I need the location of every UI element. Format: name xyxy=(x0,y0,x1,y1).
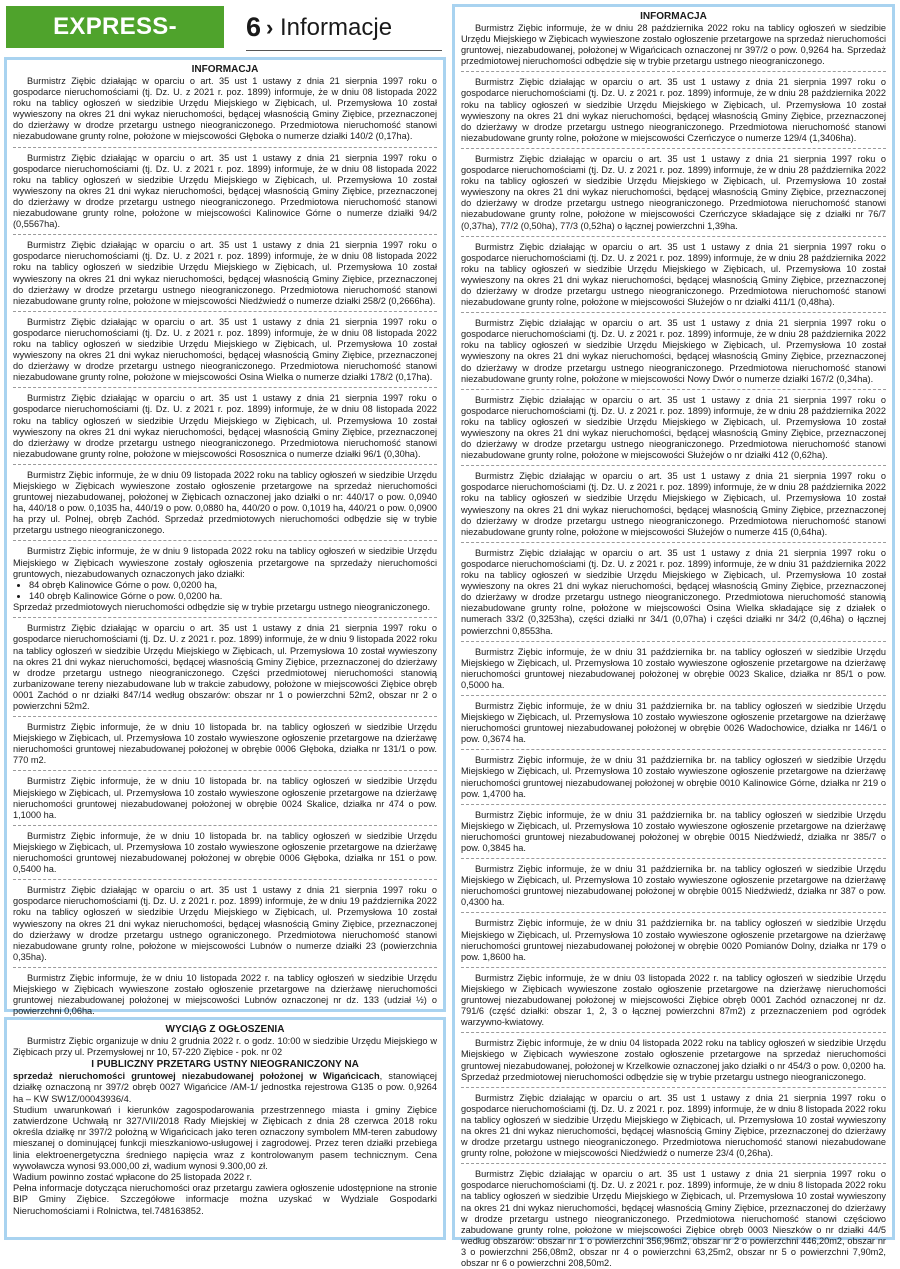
auction-heading: I PUBLICZNY PRZETARG USTNY NIEOGRANICZONY NA xyxy=(91,1059,359,1071)
notice-item: Burmistrz Ziębic działając w oparciu o art. 35 ust 1 ustawy z dnia 21 sierpnia 1997 roku o gospodarce nieruchomościami (tj. Dz. U. z 2021 r. poz. 1899) informuje, że w dniu 08 listopada 2022 roku na tablicy ogłoszeń w siedzibie Urzędu Miejskiego w Ziębicach, ul. Przemysłowa 10 został wywieszony na okres 21 dni wykaz nieruchomości, będącej własnością Gminy Ziębice, przeznaczonej do dzierżawy w drodze przetargu ustnego nieograniczonego. Przedmiotowa nieruchomość stanowi niezabudowane grunty rolne, położone w miejscowości Niedźwiedź o numerze działki 258/2 (0,2666ha). xyxy=(13,240,437,306)
divider xyxy=(461,804,886,805)
notice-item: Burmistrz Ziębic informuje, że w dniu 31 października br. na tablicy ogłoszeń w siedzibie Urzędu Miejskiego w Ziębicach, ul. Przemysłowa 10 zostało wywieszone ogłoszenie przetargowe na dzierżawę nieruchomości gruntowej niezabudowanej położonej w obrębie 0023 Skalice, działka nr 85/1 o pow. 0,5000 ha. xyxy=(461,646,886,690)
notice-item: Burmistrz Ziębic działając w oparciu o art. 35 ust 1 ustawy z dnia 21 sierpnia 1997 roku o gospodarce nieruchomościami (tj. Dz. U. z 2021 r. poz. 1899) informuje, że w dniu 28 października 2022 roku na tablicy ogłoszeń w siedzibie Urzędu Miejskiego w Ziębicach, ul. Przemysłowa 10 został wywieszony na okres 21 dni wykaz nieruchomości, będącej własnością Gminy Ziębice, przeznaczonej do dzierżawy w drodze przetargu ustnego nieograniczonego. Przedmiotowa nieruchomość stanowi niezabudowane grunty rolne, położone w miejscowości Nowy Dwór o numerze działki 167/2 (0,34ha). xyxy=(461,318,886,384)
auction-subject xyxy=(13,1071,437,1105)
divider xyxy=(461,641,886,642)
plot-list xyxy=(13,580,437,602)
notice-item: Burmistrz Ziębic działając w oparciu o art. 35 ust 1 ustawy z dnia 21 sierpnia 1997 roku o gospodarce nieruchomościami (tj. Dz. U. z 2021 r. poz. 1899) informuje, że w dniu 28 października 2022 roku na tablicy ogłoszeń w siedzibie Urzędu Miejskiego w Ziębicach, ul. Przemysłowa 10 został wywieszony na okres 21 dni wykaz nieruchomości, będącej własnością Gminy Ziębice, przeznaczonej do dzierżawy w drodze przetargu ustnego nieograniczonego. Przedmiotowa nieruchomość stanowi niezabudowane grunty rolne, położone w miejscowości Czerńczyce o numerze 129/4 (1,3406ha). xyxy=(461,77,886,143)
notice-item: Burmistrz Ziębic działając w oparciu o art. 35 ust 1 ustawy z dnia 21 sierpnia 1997 roku o gospodarce nieruchomościami (tj. Dz. U. z 2021 r. poz. 1899) informuje, że w dniu 28 października 2022 roku na tablicy ogłoszeń w siedzibie Urzędu Miejskiego w Ziębicach, ul. Przemysłowa 10 został wywieszony na okres 21 dni wykaz nieruchomości, będącej własnością Gminy Ziębice, przeznaczonej do dzierżawy w drodze przetargu ustnego nieograniczonego. Przedmiotowa nieruchomość stanowi niezabudowane grunty rolne, położone w miejscowości Służejów o numerze 415 (0,64ha). xyxy=(461,471,886,537)
page-number: 6 xyxy=(246,12,262,42)
notice-item: Burmistrz Ziębic działając w oparciu o art. 35 ust 1 ustawy z dnia 21 sierpnia 1997 roku o gospodarce nieruchomościami (tj. Dz. U. z 2021 r. poz. 1899) informuje, że w dniu 28 października 2022 roku na tablicy ogłoszeń w siedzibie Urzędu Miejskiego w Ziębicach, ul. Przemysłowa 10 został wywieszony na okres 21 dni wykaz nieruchomości, będącej własnością Gminy Ziębice, przeznaczonej do dzierżawy w drodze przetargu ustnego nieograniczonego. Przedmiotowa nieruchomość stanowi niezabudowane grunty rolne, położone w miejscowości Czerńczyce składające się z działki nr 76/7 (0,37ha), 77/2 (0,50ha), 77/3 (0,52ha) o łącznej powierzchni 1,39ha. xyxy=(461,153,886,231)
extract-intro: Burmistrz Ziębic organizuje w dniu 2 grudnia 2022 r. o godz. 10:00 w siedzibie Urzędu Miejskiego w Ziębicach przy ul. Przemysłowej nr 10, 57-220 Ziębice - pok. nr 02 xyxy=(13,1036,437,1058)
notice-item: Burmistrz Ziębic informuje, że w dniu 09 listopada 2022 roku na tablicy ogłoszeń w siedzibie Urzędu Miejskiego w Ziębicach wywieszone zostało ogłoszenie przetargowe na sprzedaż nieruchomości gruntowej niezabudowanej, położonej w Ziębicach oznaczonej jako działki o nr: 440/17 o pow. 0,0940 ha, 440/18 o pow. 0,1035 ha, 440/19 o pow. 0,0880 ha, 440/20 o pow. 0,1019 ha, 440/21 o pow. 0,0900 ha przy ul. Polnej, obręb Zachód. Sprzedaż przedmiotowych nieruchomości odbędzie się w trybie przetargu ustnego nieograniczonego. xyxy=(13,469,437,536)
notice-item: Burmistrz Ziębic działając w oparciu o art. 35 ust 1 ustawy z dnia 21 sierpnia 1997 roku o gospodarce nieruchomościami (tj. Dz. U. z 2021 r. poz. 1899) informuje, że w dniu 28 października 2022 roku na tablicy ogłoszeń w siedzibie Urzędu Miejskiego w Ziębicach, ul. Przemysłowa 10 został wywieszony na okres 21 dni wykaz nieruchomości, będącej własnością Gminy Ziębice, przeznaczonej do dzierżawy w drodze przetargu ustnego nieograniczonego. Przedmiotowa nieruchomość stanowi niezabudowane grunty rolne, położone w miejscowości Służejów o nr działki 412 (0,62ha). xyxy=(461,394,886,461)
divider xyxy=(13,716,437,717)
divider xyxy=(461,236,886,237)
notice-item: Burmistrz Ziębic działając w oparciu o art. 35 ust 1 ustawy z dnia 21 sierpnia 1997 roku o gospodarce nieruchomościami (tj. Dz. U. z 2021 r. poz. 1899) informuje, że w dniu 19 października 2022 roku na tablicy ogłoszeń w siedzibie Urzędu Miejskiego w Ziębicach, ul. Przemysłowa 10 został wywieszony na okres 21 dni wykaz nieruchomości, będącej własnością Gminy Ziębice, przeznaczonej do dzierżawy w drodze przetargu ustnego ograniczonego. Przedmiotowa nieruchomość stanowi niezabudowane grunty rolne, położone w miejscowości Lubnów o numerze działki 23 (powierzchnia 0,35ha). xyxy=(13,885,437,962)
divider xyxy=(461,858,886,859)
notice-item: Burmistrz Ziębic działając w oparciu o art. 35 ust 1 ustawy z dnia 21 sierpnia 1997 roku o gospodarce nieruchomościami (tj. Dz. U. z 2021 r. poz. 1899) informuje, że w dniu 28 października 2022 roku na tablicy ogłoszeń w siedzibie Urzędu Miejskiego w Ziębicach, ul. Przemysłowa 10 został wywieszony na okres 21 dni wykaz nieruchomości, będącej własnością Gminy Ziębice, przeznaczonej do dzierżawy w drodze przetargu ustnego nieograniczonego. Przedmiotowa nieruchomość stanowi niezabudowane grunty rolne, położone w miejscowości Służejów o nr działki 411/1 (0,48ha). xyxy=(461,241,886,308)
chevron-right-icon: › xyxy=(266,15,274,40)
page-header xyxy=(246,10,442,51)
site-logo: EXPRESS- xyxy=(6,6,224,48)
auction-deposit: Wadium powinno zostać wpłacone do 25 listopada 2022 r. xyxy=(13,1172,252,1183)
divider xyxy=(13,311,437,312)
divider xyxy=(13,967,437,968)
notice-item: Burmistrz Ziębic informuje, że w dniu 28 października 2022 roku na tablicy ogłoszeń w siedzibie Urzędu Miejskiego w Ziębicach wywieszone zostało ogłoszenie przetargowe na sprzedaż nieruchomości gruntowej, niezabudowanej, położonej w Wigańcicach oznaczonej nr 397/2 o pow. 0,9264 ha. Sprzedaż przedmiotowej nieruchomości odbędzie się w trybie przetargu ustnego nieograniczonego. xyxy=(461,23,886,67)
divider xyxy=(461,1163,886,1164)
divider xyxy=(13,147,437,148)
extract-title: WYCIĄG Z OGŁOSZENIA xyxy=(165,1024,285,1035)
divider xyxy=(461,1032,886,1033)
divider xyxy=(461,465,886,466)
divider xyxy=(13,617,437,618)
right-box-title: INFORMACJA xyxy=(640,11,707,22)
notice-item: Burmistrz Ziębic działając w oparciu o art. 35 ust 1 ustawy z dnia 21 sierpnia 1997 roku o gospodarce nieruchomościami (tj. Dz. U. z 2021 r. poz. 1899) informuje, że w dniu 08 listopada 2022 roku na tablicy ogłoszeń w siedzibie Urzędu Miejskiego w Ziębicach, ul. Przemysłowa 10 został wywieszony na okres 21 dni wykaz nieruchomości, będącej własnością Gminy Ziębice, przeznaczonej do dzierżawy w drodze przetargu ustnego nieograniczonego. Przedmiotowa nieruchomość stanowi niezabudowane grunty rolne, położone w miejscowości Osina Wielka o numerze działki 178/2 (0,17ha). xyxy=(13,316,437,383)
auction-full-info: Pełna informacje dotycząca nieruchomości oraz przetargu zawiera ogłoszenie udostępnione na stronie BIP Gminy Ziębice. Szczegółowe informacje można uzyskać w Wydziale Gospodarki Nieruchomościami i Rolnictwa, tel.748163852. xyxy=(13,1183,437,1216)
divider xyxy=(461,389,886,390)
divider xyxy=(13,234,437,235)
divider xyxy=(461,749,886,750)
list-item: • 140 obręb Kalinowice Górne o pow. 0,0200 ha. xyxy=(29,591,437,602)
notice-item: Burmistrz Ziębic informuje, że w dniu 31 października br. na tablicy ogłoszeń w siedzibie Urzędu Miejskiego w Ziębicach, ul. Przemysłowa 10 zostało wywieszone ogłoszenie przetargowe na dzierżawę nieruchomości gruntowej niezabudowanej położonej w obrębie 0020 Pomianów Dolny, działka nr 179 o pow. 1,8600 ha. xyxy=(461,918,886,962)
auction-body: Studium uwarunkowań i kierunków zagospodarowania przestrzennego miasta i gminy Ziębice zatwierdzone Uchwałą nr 327/VII/2018 Rady Miejskiej w Ziębicach z dnia 28 czerwca 2018 roku określa działkę nr 397/2 położną w Wigańcicach jako teren oznaczony symbolem MM-teren zabudowy mieszanej o dominującej funkcji mieszkaniowo-usługowej i zagrodowej. Przez teren działki przebiega linia elektroenergetyczna średniego napięcia wraz z kontrolowanym pasem technicznym. Cena wywoławcza wynosi 93.000,00 zł, wadium wynosi 9.300,00 zł. xyxy=(13,1104,437,1171)
auction-extract-box xyxy=(4,1017,446,1240)
notice-outro: Sprzedaż przedmiotowych nieruchomości odbędzie się w trybie przetargu ustnego nieograniczonego. xyxy=(13,602,431,613)
notice-item: Burmistrz Ziębic działając w oparciu o art. 35 ust 1 ustawy z dnia 21 sierpnia 1997 roku o gospodarce nieruchomościami (tj. Dz. U. z 2021 r. poz. 1899) informuje, że w dniu 08 listopada 2022 roku na tablicy ogłoszeń w siedzibie Urzędu Miejskiego w Ziębicach, ul. Przemysłowa 10 został wywieszony na okres 21 dni wykaz nieruchomości, będącej własnością Gminy Ziębice, przeznaczonej do dzierżawy w drodze przetargu ustnego nieograniczonego. Przedmiotowa nieruchomość stanowi niezabudowane grunty rolne, położone w miejscowości Rososznica o numerze działki 96/1 (0,30ha). xyxy=(13,393,437,459)
notice-item: Burmistrz Ziębic informuje, że w dniu 10 listopada br. na tablicy ogłoszeń w siedzibie Urzędu Miejskiego w Ziębicach, ul. Przemysłowa 10 zostało wywieszone ogłoszenie przetargowe na dzierżawę nieruchomości gruntowej niezabudowanej położonej w obrębie 0024 Skalice, działka nr 474 o pow. 1,1000 ha. xyxy=(13,776,437,820)
divider xyxy=(13,540,437,541)
right-information-box xyxy=(452,4,895,1268)
notice-item: Burmistrz Ziębic działając w oparciu o art. 35 ust 1 ustawy z dnia 21 sierpnia 1997 roku o gospodarce nieruchomościami (tj. Dz. U. z 2021 r. poz. 1899) informuje, że w dniu 9 listopada 2022 roku na tablicy ogłoszeń w siedzibie Urzędu Miejskiego w Ziębicach, ul. Przemysłowa 10 został wywieszony na okres 21 dni wykaz nieruchomości, będącej własnością Gminy Ziębice, przeznaczonej do dzierżawy w drodze przetargu ustnego nieograniczonego. Części przedmiotowej nieruchomości stanowią zurbanizowane tereny niezabudowane lub w trakcie zabudowy, położone w miejscowości Ziębice obręb 0001 Zachód o nr działki 847/14 według obszarów: obszar nr 1 o powierzchni 52m2, obszar nr 2 o powierzchni 52m2. xyxy=(13,623,437,712)
notice-item: Burmistrz Ziębic informuje, że w dniu 31 października br. na tablicy ogłoszeń w siedzibie Urzędu Miejskiego w Ziębicach, ul. Przemysłowa 10 zostało wywieszone ogłoszenie przetargowe na dzierżawę nieruchomości gruntowej niezabudowanej położonej w obrębie 0010 Kalinowice Górne, działka nr 219 o pow. 1,4700 ha. xyxy=(461,755,886,799)
notice-item: Burmistrz Ziębic działając w oparciu o art. 35 ust 1 ustawy z dnia 21 sierpnia 1997 roku o gospodarce nieruchomościami (tj. Dz. U. z 2021 r. poz. 1899) informuje, że w dniu 8 listopada 2022 roku na tablicy ogłoszeń w siedzibie Urzędu Miejskiego w Ziębicach, ul. Przemysłowa 10 został wywieszony na okres 21 dni wykaz nieruchomości, będącej własnością Gminy Ziębice, przeznaczonej do dzierżawy w drodze przetargu ustnego nieograniczonego. Przedmiotowa nieruchomość stanowi niezabudowane grunty rolne, położone w miejscowości Niedźwiedź o numerze 23/4 (0,26ha). xyxy=(461,1092,886,1159)
section-title: Informacje xyxy=(280,14,393,41)
notice-item: Burmistrz Ziębic informuje, że w dniu 31 października br. na tablicy ogłoszeń w siedzibie Urzędu Miejskiego w Ziębicach, ul. Przemysłowa 10 zostało wywieszone ogłoszenie przetargowe na dzierżawę nieruchomości gruntowej niezabudowanej położonej w obrębie 0015 Niedźwiedź, działka nr 387 o pow. 0,4300 ha. xyxy=(461,864,886,908)
notice-item: Burmistrz Ziębic działając w oparciu o art. 35 ust 1 ustawy z dnia 21 sierpnia 1997 roku o gospodarce nieruchomościami (tj. Dz. U. z 2021 r. poz. 1899) informuje, że w dniu 08 listopada 2022 roku na tablicy ogłoszeń w siedzibie Urzędu Miejskiego w Ziębicach, ul. Przemysłowa 10 został wywieszony na okres 21 dni wykaz nieruchomości, będącej własnością Gminy Ziębice, przeznaczonej do dzierżawy w drodze przetargu ustnego nieograniczonego. Przedmiotowa nieruchomość stanowi niezabudowane grunty rolne, położone w miejscowości Kalinowice Górne o numerze działki 94/2 (0,5567ha). xyxy=(13,152,437,230)
divider xyxy=(461,71,886,72)
auction-subject-rest: , stanowiącej działkę oznaczoną nr 397/2 obręb 0027 Wigańcice /AM-1/ jednostka rejestrowa G135 o pow. 0,9264 ha – KW SW1Z/00043936/4. xyxy=(13,1071,437,1104)
divider xyxy=(461,695,886,696)
list-item: • 84 obręb Kalinowice Górne o pow. 0,0200 ha, xyxy=(29,580,437,591)
divider xyxy=(461,1087,886,1088)
divider xyxy=(13,387,437,388)
notice-item: Burmistrz Ziębic informuje, że w dniu 31 października br. na tablicy ogłoszeń w siedzibie Urzędu Miejskiego w Ziębicach, ul. Przemysłowa 10 zostało wywieszone ogłoszenie przetargowe na dzierżawę nieruchomości gruntowej niezabudowanej położonej w obrębie 0015 Niedźwiedź, działka nr 385/7 o pow. 0,3845 ha. xyxy=(461,809,886,853)
auction-subject-bold: sprzedaż nieruchomości gruntowej niezabudowanej położonej w Wigańcicach xyxy=(13,1071,380,1082)
notice-item: Burmistrz Ziębic informuje, że w dniu 04 listopada 2022 roku na tablicy ogłoszeń w siedzibie Urzędu Miejskiego w Ziębicach wywieszone zostało ogłoszenie przetargowe na sprzedaż nieruchomości gruntowej niezabudowanej, położonej w Krzelkowie oznaczonej jako działki o nr 454/3 o pow. 0,0200 ha. Sprzedaż przedmiotowej nieruchomości odbędzie się w trybie przetargu ustnego nieograniczonego. xyxy=(461,1038,886,1082)
divider xyxy=(13,770,437,771)
divider xyxy=(461,912,886,913)
divider xyxy=(461,312,886,313)
divider xyxy=(13,825,437,826)
divider xyxy=(461,967,886,968)
notice-item: Burmistrz Ziębic działając w oparciu o art. 35 ust 1 ustawy z dnia 21 sierpnia 1997 roku o gospodarce nieruchomościami (tj. Dz. U. z 2021 r. poz. 1899) informuje, że w dniu 31 października 2022 roku na tablicy ogłoszeń w siedzibie Urzędu Miejskiego w Ziębicach, ul. Przemysłowa 10 został wywieszony na okres 21 dni wykaz nieruchomości, będącej własnością Gminy Ziębice, przeznaczonej do dzierżawy w drodze przetargu ustnego nieograniczonego. Przedmiotowa nieruchomość stanowią niezabudowane grunty rolne, położone w miejscowości Osina Wielka składające się z działek o numerach 33/2 (0,3253ha), części działki nr 34/1 (0,07ha) i części działki nr 34/2 (0,46ha) o łącznej powierzchni 0,8553ha. xyxy=(461,547,886,636)
divider xyxy=(461,148,886,149)
divider xyxy=(13,879,437,880)
notice-item: Burmistrz Ziębic informuje, że w dniu 03 listopada 2022 r. na tablicy ogłoszeń w siedzibie Urzędu Miejskiego w Ziębicach wywieszone zostało ogłoszenie przetargowe na dzierżawę nieruchomości gruntowej niezabudowanej położonej w miejscowości Ziębice obręb 0001 Zachód oznaczonej nr dz. 791/6 (część działki: obszar 1, 2, 3 o łącznej powierzchni 87m2) z przeznaczeniem pod ogródek warzywno-kwiatowy. xyxy=(461,972,886,1028)
divider xyxy=(13,464,437,465)
left-information-box xyxy=(4,57,446,1017)
notice-item: Burmistrz Ziębic informuje, że w dniu 10 listopada 2022 r. na tablicy ogłoszeń w siedzibie Urzędu Miejskiego w Ziębicach wywieszone zostało ogłoszenie przetargowe na dzierżawę nieruchomości gruntowej niezabudowanej położonej w miejscowości Lubnów oznaczonej nr dz. 133 (udział ½) o powierzchni 0,06ha. xyxy=(13,972,437,1017)
notice-item: Burmistrz Ziębic informuje, że w dniu 31 października br. na tablicy ogłoszeń w siedzibie Urzędu Miejskiego w Ziębicach, ul. Przemysłowa 10 zostało wywieszone ogłoszenie przetargowe na dzierżawę nieruchomości gruntowej niezabudowanej położonej w obrębie 0026 Wadochowice, działka nr 146/1 o pow. 0,3674 ha. xyxy=(461,700,886,745)
notice-item: Burmistrz Ziębic działając w oparciu o art. 35 ust 1 ustawy z dnia 21 sierpnia 1997 roku o gospodarce nieruchomościami (tj. Dz. U. z 2021 r. poz. 1899) informuje, że w dniu 08 listopada 2022 roku na tablicy ogłoszeń w siedzibie Urzędu Miejskiego w Ziębicach, ul. Przemysłowa 10 został wywieszony na okres 21 dni wykaz nieruchomości, będącej własnością Gminy Ziębice, przeznaczonej do dzierżawy w drodze przetargu ustnego nieograniczonego. Przedmiotowa nieruchomość stanowi niezabudowane grunty rolne, położone w miejscowości Głęboka o numerze działki 140/2 (0,17ha). xyxy=(13,76,437,142)
left-box-title: INFORMACJA xyxy=(191,64,259,75)
notice-item: Burmistrz Ziębic informuje, że w dniu 10 listopada br. na tablicy ogłoszeń w siedzibie Urzędu Miejskiego w Ziębicach, ul. Przemysłowa 10 zostało wywieszone ogłoszenie przetargowe na dzierżawę nieruchomości gruntowej niezabudowanej położonej w obrębie 0006 Głęboka, działka nr 131/1 o pow. 770 m2. xyxy=(13,722,437,766)
notice-item: Burmistrz Ziębic informuje, że w dniu 10 listopada br. na tablicy ogłoszeń w siedzibie Urzędu Miejskiego w Ziębicach, ul. Przemysłowa 10 zostało wywieszone ogłoszenie przetargowe na dzierżawę nieruchomości gruntowej niezabudowanej położonej w obrębie 0006 Głęboka, działka nr 151 o pow. 0,5400 ha. xyxy=(13,830,437,875)
notice-item: Burmistrz Ziębic informuje, że w dniu 9 listopada 2022 roku na tablicy ogłoszeń w siedzibie Urzędu Miejskiego w Ziębicach wywieszone zostały ogłoszenia przetargowe na sprzedaży nieruchomości gruntowych, niezabudowanych oznaczonych jako działki: xyxy=(13,546,437,579)
notice-item: Burmistrz Ziębic działając w oparciu o art. 35 ust 1 ustawy z dnia 21 sierpnia 1997 roku o gospodarce nieruchomościami (tj. Dz. U. z 2021 r. poz. 1899) informuje, że w dniu 8 listopada 2022 roku na tablicy ogłoszeń w siedzibie Urzędu Miejskiego w Ziębicach, ul. Przemysłowa 10 został wywieszony na okres 21 dni wykaz nieruchomości, będącej własnością Gminy Ziębice, przeznaczonej do dzierżawy w drodze przetargu ustnego nieograniczonego. Przedmiotowa nieruchomość stanowi częściowo zabudowane grunty rolne, położone w miejscowości Ziębice obręb 0003 Nieszków o nr działki 44/5 według obszarów: obszar nr 1 o powierzchni 356,96m2, obszar nr 2 o powierzchni 446,20m2, obszar nr 3 o powierzchni 256,08m2, obszar nr 4 o powierzchni 63,25m2, obszar nr 5 o powierzchni 7,90m2, obszar nr 6 o powierzchni 208,50m2. xyxy=(461,1169,886,1268)
divider xyxy=(461,542,886,543)
